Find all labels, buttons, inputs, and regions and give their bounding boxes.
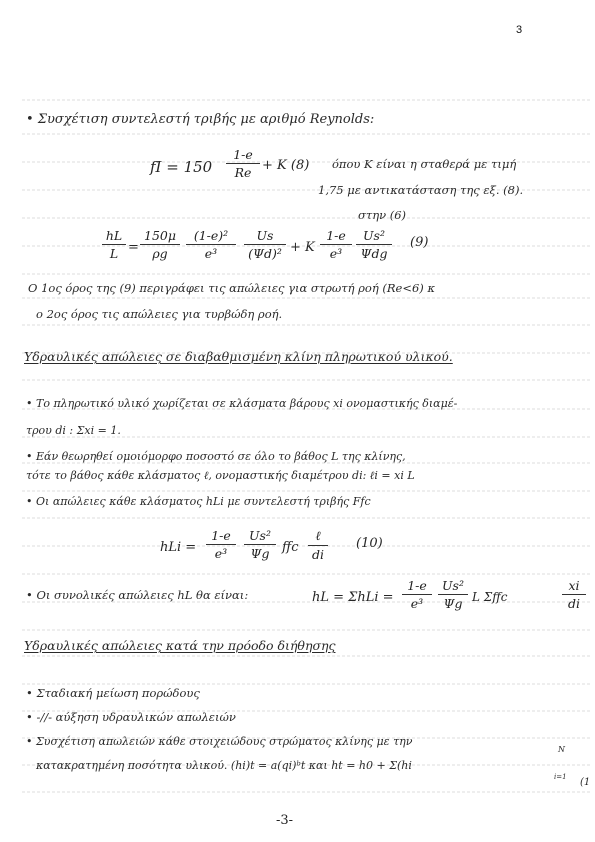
- eq10-f1-den: e³: [214, 546, 228, 561]
- eq9-plus-k: + K: [290, 240, 315, 255]
- eq-total-f1: [402, 578, 432, 611]
- eq9-f5-num: Us²: [356, 228, 392, 245]
- eq9-lhs: [102, 228, 126, 261]
- section2-line-6: • Οι συνολικές απώλειες hL θα είναι:: [26, 588, 249, 602]
- section3-bullet-1: • Σταδιακή μείωση πορώδους: [26, 686, 200, 700]
- eq9-f5-den: Ψdg: [360, 246, 388, 261]
- eq9-equals: =: [128, 240, 139, 255]
- eq8-note-2: 1,75 με αντικατάσταση της εξ. (8).: [318, 183, 524, 197]
- equation-number-cut: (1: [580, 777, 591, 788]
- eq10-f3-num: ℓ: [308, 528, 328, 546]
- eq8-lhs: fI = 150: [150, 158, 213, 176]
- eq-total-f3-den: di: [568, 596, 580, 611]
- eq-total-mid: L Σffc: [472, 590, 508, 604]
- eq10-f2-den: Ψg: [250, 546, 270, 561]
- eq10-mid: ffc: [282, 540, 299, 555]
- eq10-lhs: hLi =: [160, 540, 197, 555]
- eq8-f1-num: 1-e: [226, 147, 260, 164]
- eq9-f2-den: e³: [204, 246, 218, 261]
- eq10-f1-num: 1-e: [206, 528, 236, 545]
- section2-line-2: τρου di : Σxi = 1.: [26, 424, 121, 437]
- section1-line-a: Ο 1ος όρος της (9) περιγράφει τις απώλειες για στρωτή ροή (Re<6) κ: [28, 281, 435, 295]
- eq9-f4: [320, 228, 352, 261]
- eq9-lhs-den: L: [109, 246, 119, 261]
- section1-line-b: ο 2ος όρος τις απώλειες για τυρβώδη ροή.: [36, 307, 283, 321]
- sum-upper-limit: N: [558, 745, 565, 754]
- eq9-f1-num: 150μ: [140, 228, 180, 245]
- eq-total-lhs: hL = ΣhLi =: [312, 590, 394, 605]
- eq10-f2: [244, 528, 276, 561]
- eq9-f5: [356, 228, 392, 261]
- page-number-top: 3: [516, 24, 523, 36]
- eq8-fraction: [226, 147, 260, 180]
- section3-bullet-2: • -//- αύξηση υδραυλικών απωλειών: [26, 710, 236, 724]
- eq-total-f2-num: Us²: [438, 578, 468, 595]
- eq8-note-1: όπου K είναι η σταθερά με τιμή: [332, 157, 517, 171]
- eq-total-f1-num: 1-e: [402, 578, 432, 595]
- eq9-f2-num: (1-e)²: [186, 228, 236, 245]
- section3-bullet-3: • Συσχέτιση απωλειών κάθε στοιχειώδους στρώματος κλίνης με την: [26, 735, 413, 748]
- section2-line-3: • Εάν θεωρηθεί ομοιόμορφο ποσοστό σε όλο το βάθος L της κλίνης,: [26, 450, 406, 463]
- eq9-f3: [244, 228, 286, 261]
- eq9-lhs-num: hL: [102, 228, 126, 245]
- eq-total-f1-den: e³: [410, 596, 424, 611]
- section3-bullet-4: κατακρατημένη ποσότητα υλικού. (hi)t = a(qi)ᵇt και ht = h0 + Σ(hi: [36, 759, 412, 772]
- eq9-f1: [140, 228, 180, 261]
- eq10-f2-num: Us²: [244, 528, 276, 545]
- eq-total-f2: [438, 578, 468, 611]
- eq9-f2: [186, 228, 236, 261]
- eq10-f3-den: di: [312, 547, 324, 562]
- eq9-f4-num: 1-e: [320, 228, 352, 245]
- sum-lower-limit: i=1: [554, 773, 567, 781]
- eq9-f1-den: ρg: [152, 246, 168, 261]
- section3-heading: Υδραυλικές απώλειες κατά την πρόοδο διήθησης: [24, 638, 336, 653]
- eq8-f1-den: Re: [234, 165, 252, 180]
- section2-line-5: • Οι απώλειες κάθε κλάσματος hLi με συντελεστή τριβής Ffc: [26, 495, 371, 508]
- eq9-f4-den: e³: [329, 246, 343, 261]
- eq10-f1: [206, 528, 236, 561]
- eq9-f3-num: Us: [244, 228, 286, 245]
- page-number-bottom: -3-: [276, 813, 294, 828]
- section2-line-1: • Το πληρωτικό υλικό χωρίζεται σε κλάσματα βάρους xi ονομαστικής διαμέ-: [26, 397, 458, 410]
- eq-total-f2-den: Ψg: [443, 596, 463, 611]
- section2-line-4: τότε το βάθος κάθε κλάσματος ℓ, ονομαστικής διαμέτρου di: ℓi = xi L: [26, 469, 415, 482]
- eq-total-f3: [562, 578, 586, 611]
- eq9-label: (9): [410, 235, 429, 250]
- section2-heading: Υδραυλικές απώλειες σε διαβαθμισμένη κλίνη πληρωτικού υλικού.: [24, 349, 453, 364]
- eq8-note-3: στην (6): [358, 208, 407, 222]
- eq-total-f3-num: xi: [562, 578, 586, 595]
- eq10-label: (10): [356, 536, 383, 551]
- section1-heading: • Συσχέτιση συντελεστή τριβής με αριθμό Reynolds:: [26, 112, 375, 127]
- eq9-f3-den: (Ψd)²: [248, 246, 282, 261]
- eq10-f3: [308, 528, 328, 562]
- eq8-rest: + K (8): [262, 158, 310, 173]
